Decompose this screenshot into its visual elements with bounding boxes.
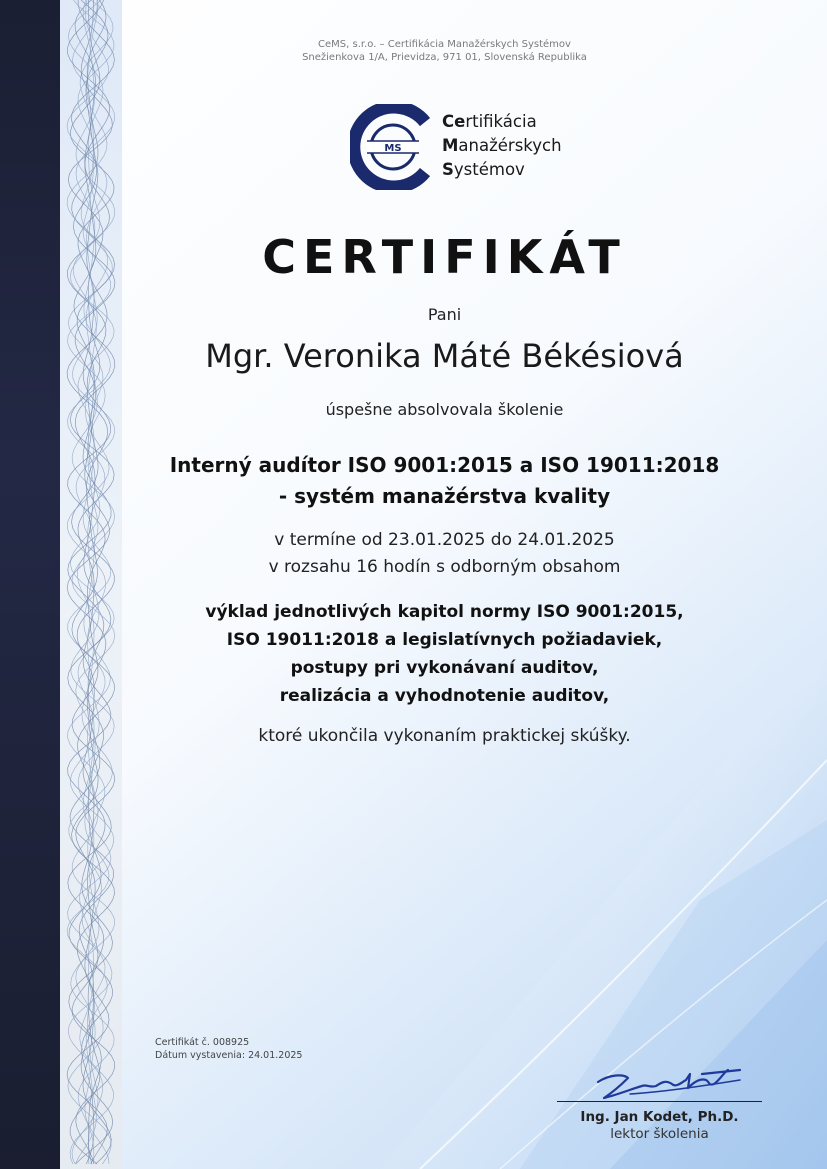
salutation: Pani [427, 305, 462, 324]
signer-role: lektor školenia [610, 1126, 709, 1142]
logo-word1-initial: Ce [442, 112, 466, 131]
logo-word1-rest: rtifikácia [465, 112, 537, 131]
course-content-line: postupy pri vykonávaní auditov, [290, 658, 599, 678]
guilloche-border-ornament [60, 0, 122, 1169]
course-dates: v termíne od 23.01.2025 do 24.01.2025 [274, 530, 615, 550]
logo-word3-rest: ystémov [453, 160, 525, 179]
emblem-text: MS [384, 143, 402, 154]
signer-name: Ing. Jan Kodet, Ph.D. [580, 1109, 739, 1125]
logo-word2-initial: M [442, 136, 459, 155]
logo-word3-initial: S [442, 160, 454, 179]
course-content-line: výklad jednotlivých kapitol normy ISO 9001:2015, [205, 602, 684, 622]
course-duration: v rozsahu 16 hodín s odborným obsahom [268, 557, 621, 577]
issuer-address-line: Snežienkova 1/A, Prievidza, 971 01, Slovenská Republika [302, 52, 587, 63]
handwritten-signature [590, 1064, 750, 1104]
cems-logo [350, 104, 580, 190]
logo-word2-rest: anažérskych [458, 136, 562, 155]
course-title-line: - systém manažérstva kvality [278, 484, 611, 508]
course-content-line: realizácia a vyhodnotenie auditov, [279, 686, 610, 706]
certificate-meta [155, 1036, 302, 1062]
course-title-line: Interný audítor ISO 9001:2015 a ISO 19011:2018 [169, 453, 720, 477]
cems-emblem-icon [350, 104, 440, 190]
signature-line [557, 1101, 762, 1102]
logo-wordmark [442, 110, 562, 182]
course-term [62, 527, 827, 581]
course-content [62, 598, 827, 710]
closing-statement: ktoré ukončila vykonaním praktickej skúšky. [258, 726, 631, 746]
left-dark-border [0, 0, 62, 1169]
certificate-title: CERTIFIKÁT [262, 230, 627, 284]
completion-statement: úspešne absolvovala školenie [325, 400, 564, 419]
recipient-name: Mgr. Veronika Máté Békésiová [205, 337, 684, 375]
course-title [62, 450, 827, 512]
issue-date: Dátum vystavenia: 24.01.2025 [155, 1050, 303, 1061]
issuer-name-line: CeMS, s.r.o. – Certifikácia Manažérskych Systémov [318, 39, 571, 50]
course-content-line: ISO 19011:2018 a legislatívnych požiadaviek, [226, 630, 663, 650]
certificate-number: Certifikát č. 008925 [155, 1037, 250, 1048]
